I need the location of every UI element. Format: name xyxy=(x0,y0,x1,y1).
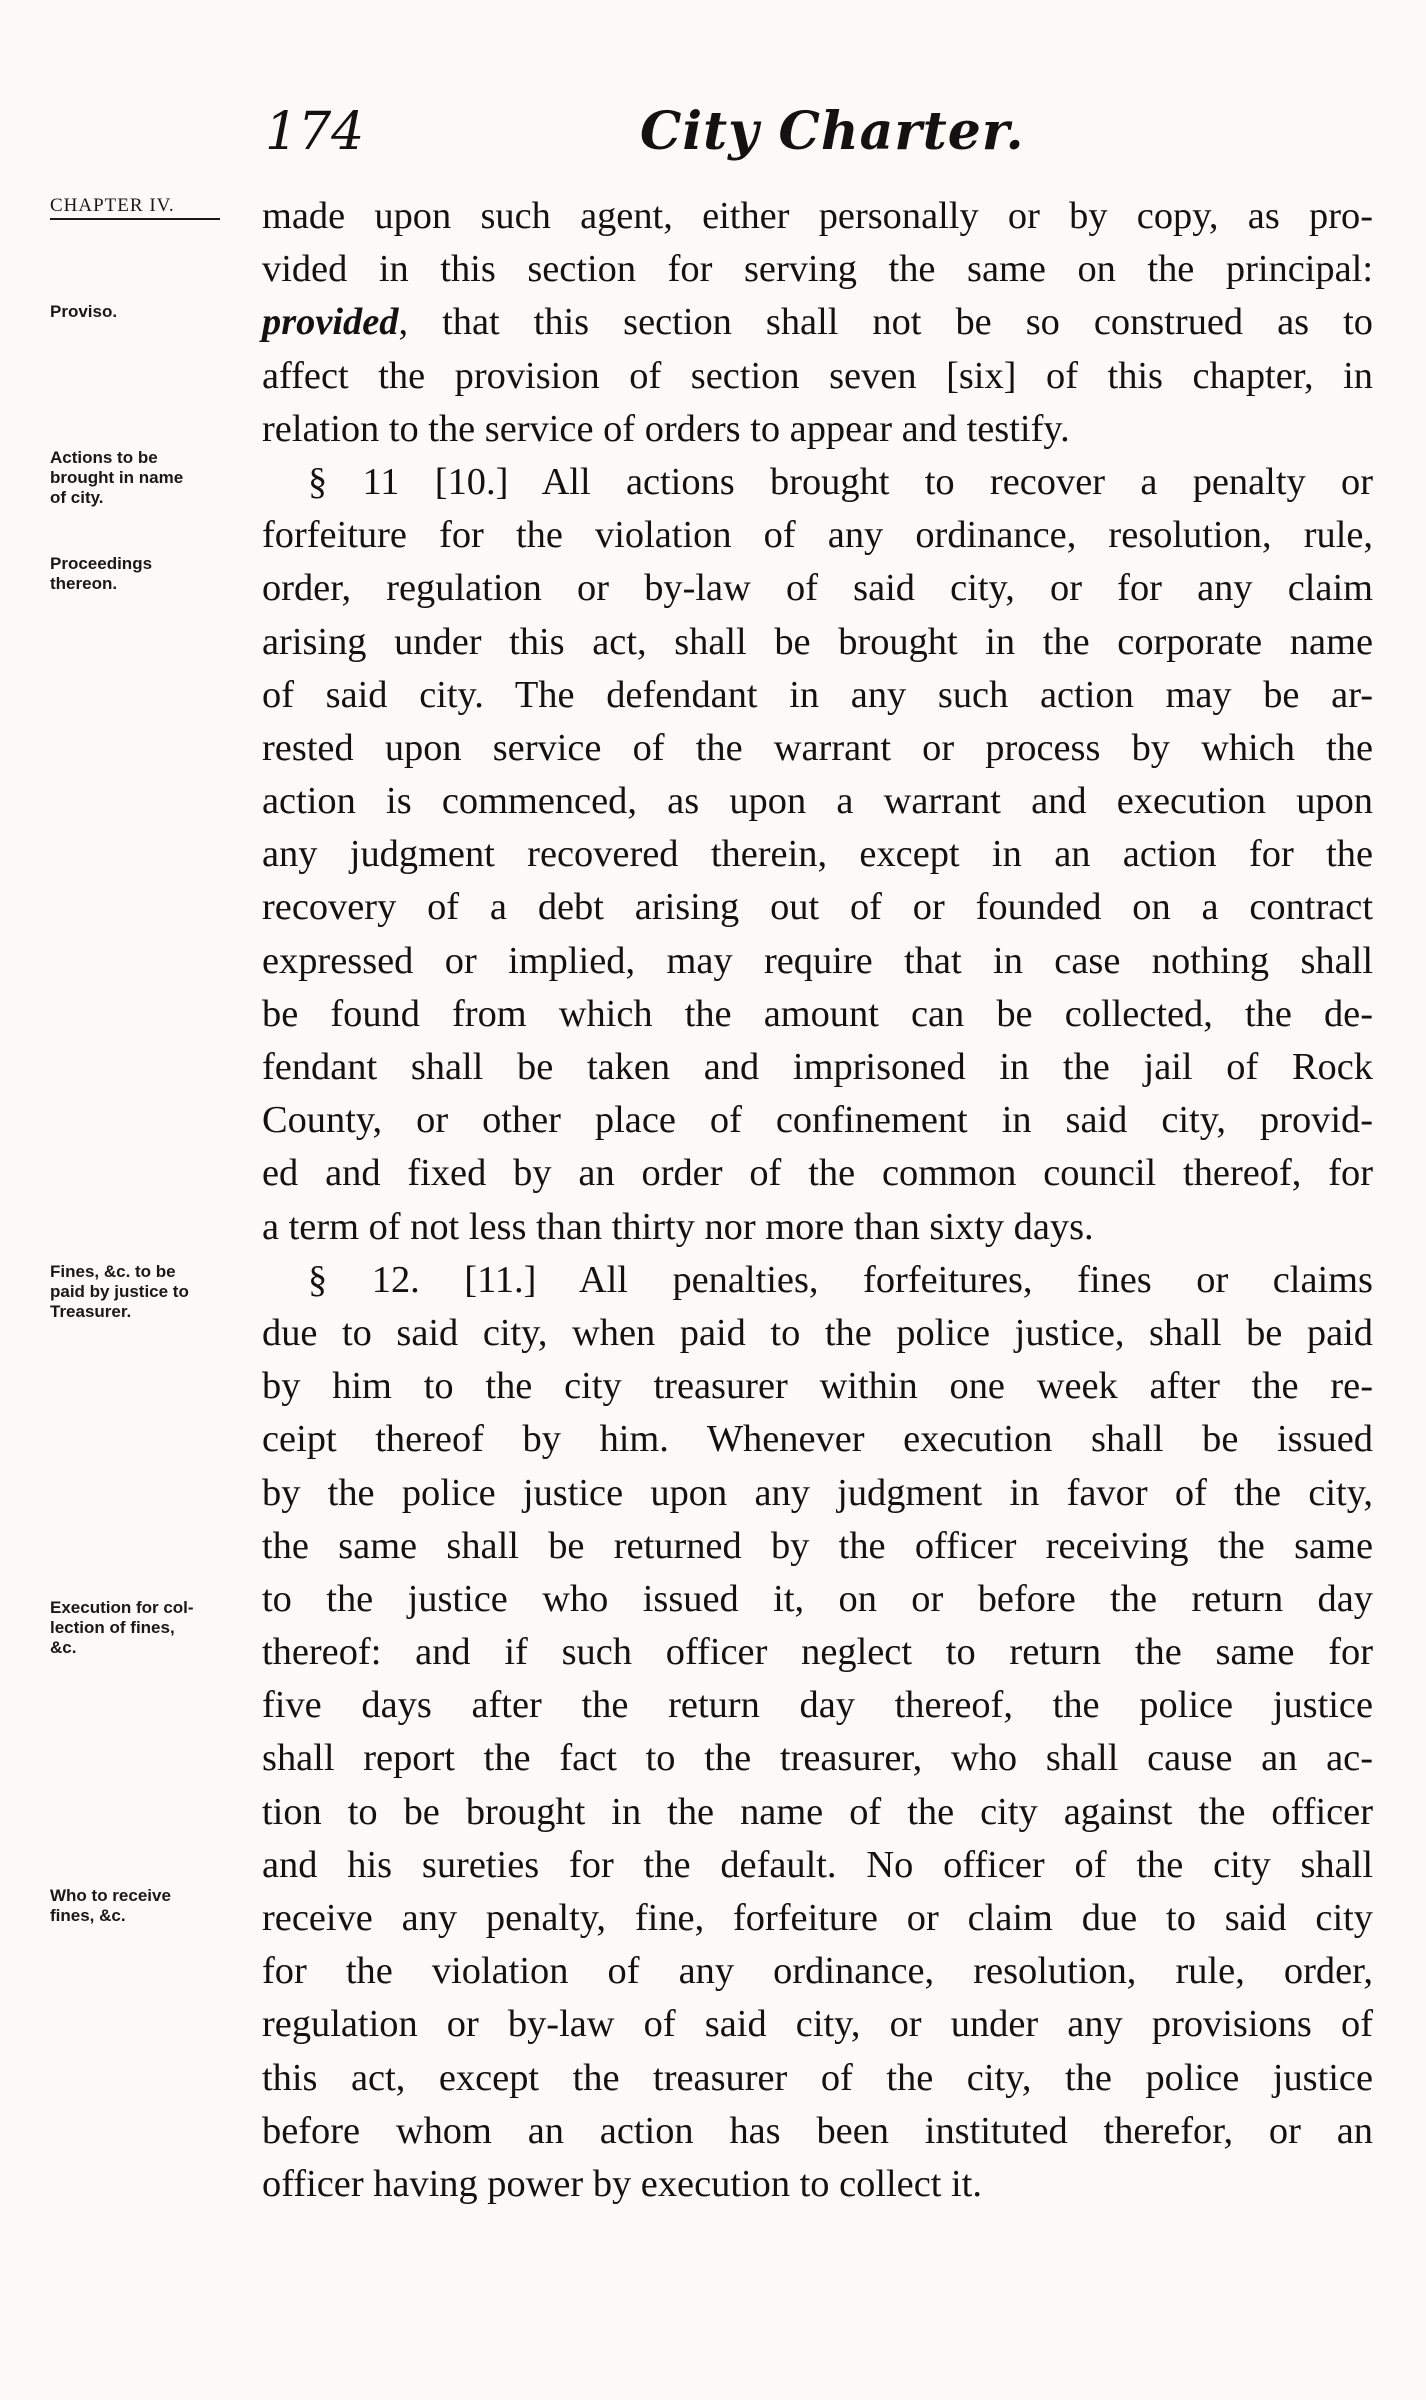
sidenote-line: &c. xyxy=(50,1638,77,1657)
sidenote-chapter xyxy=(50,196,220,220)
text-line: to the justice who issued it, on or before the return day xyxy=(262,1577,1373,1620)
text-line: thereof: and if such officer neglect to return the same for xyxy=(262,1631,1373,1674)
page-header xyxy=(240,92,1370,172)
text-line: made upon such agent, either personally or by copy, as pro- xyxy=(262,195,1373,237)
sidenote-line: Who to receive xyxy=(50,1886,171,1905)
text-line: forfeiture for the violation of any ordinance, resolution, rule, xyxy=(262,514,1373,557)
text-line: affect the provision of section seven [six] of this chapter, in xyxy=(262,354,1373,397)
sidenote-proviso xyxy=(50,302,255,322)
text-line: for the violation of any ordinance, resolution, rule, order, xyxy=(262,1950,1373,1993)
sidenote-fines-paid xyxy=(50,1262,255,1322)
text-line: rested upon service of the warrant or process by which the xyxy=(262,726,1373,769)
text-line: the same shall be returned by the officer receiving the same xyxy=(262,1524,1373,1567)
text-line: this act, except the treasurer of the city, the police justice xyxy=(262,2056,1373,2099)
text-line: of said city. The defendant in any such action may be ar- xyxy=(262,673,1373,716)
text-line: vided in this section for serving the same on the principal: xyxy=(262,248,1373,291)
sidenote-line: lection of fines, xyxy=(50,1618,175,1637)
sidenote-line: Execution for col- xyxy=(50,1598,194,1617)
sidenote-line: fines, &c. xyxy=(50,1906,126,1925)
text-line: County, or other place of confinement in said city, provid- xyxy=(262,1099,1373,1142)
body-text xyxy=(262,190,1373,2211)
text-line: by the police justice upon any judgment in favor of the city, xyxy=(262,1471,1373,1514)
running-title: City Charter. xyxy=(640,101,1025,162)
sidenote-line: Proviso. xyxy=(50,302,118,321)
text-line: expressed or implied, may require that in case nothing shall xyxy=(262,939,1373,982)
sidenote-line: thereon. xyxy=(50,574,118,593)
sidenote-line: Proceedings xyxy=(50,554,153,573)
text-line: by him to the city treasurer within one week after the re- xyxy=(262,1365,1373,1408)
section-12-start: § 12. [11.] All penalties, forfeitures, fines or claims xyxy=(308,1258,1373,1301)
text-line: order, regulation or by-law of said city, or for any claim xyxy=(262,567,1373,610)
text-line: arising under this act, shall be brought in the corporate name xyxy=(262,620,1373,663)
sidenote-proceedings xyxy=(50,554,255,594)
text-line: action is commenced, as upon a warrant and execution upon xyxy=(262,780,1373,823)
sidenote-line: of city. xyxy=(50,488,104,507)
sidenote-line: Fines, &c. to be xyxy=(50,1262,176,1281)
text-line: officer having power by execution to collect it. xyxy=(262,2162,982,2205)
sidenote-actions xyxy=(50,448,255,508)
text-line: be found from which the amount can be collected, the de- xyxy=(262,992,1373,1035)
text-line: and his sureties for the default. No officer of the city shall xyxy=(262,1843,1373,1886)
text-line: relation to the service of orders to appear and testify. xyxy=(262,407,1070,450)
text-line: tion to be brought in the name of the city against the officer xyxy=(262,1790,1373,1833)
sidenote-line: CHAPTER IV. xyxy=(50,195,175,216)
section-11-start: § 11 [10.] All actions brought to recover a penalty or xyxy=(308,460,1373,503)
text-line: any judgment recovered therein, except in an action for the xyxy=(262,833,1373,876)
text-line: regulation or by-law of said city, or under any provisions of xyxy=(262,2003,1373,2046)
sidenote-line: brought in name xyxy=(50,468,184,487)
text-line: receive any penalty, fine, forfeiture or claim due to said city xyxy=(262,1897,1373,1939)
sidenote-line: paid by justice to xyxy=(50,1282,189,1301)
text-run: , that this section shall not be so construed as to xyxy=(398,301,1373,344)
text-line: ed and fixed by an order of the common council thereof, for xyxy=(262,1152,1373,1195)
text-line: fendant shall be taken and imprisoned in the jail of Rock xyxy=(262,1046,1373,1088)
text-line: five days after the return day thereof, the police justice xyxy=(262,1684,1373,1727)
text-line: recovery of a debt arising out of or founded on a contract xyxy=(262,886,1373,929)
text-line: a term of not less than thirty nor more than sixty days. xyxy=(262,1205,1094,1248)
text-line: ceipt thereof by him. Whenever execution shall be issued xyxy=(262,1418,1373,1461)
margin-notes xyxy=(0,0,250,2400)
emphasis-provided: provided xyxy=(262,301,399,344)
text-line xyxy=(262,296,1373,349)
text-line: shall report the fact to the treasurer, who shall cause an ac- xyxy=(262,1737,1373,1780)
text-line: due to said city, when paid to the police justice, shall be paid xyxy=(262,1311,1373,1354)
sidenote-line: Actions to be xyxy=(50,448,158,467)
page-number: 174 xyxy=(265,102,365,162)
sidenote-line: Treasurer. xyxy=(50,1302,132,1321)
sidenote-who-receive xyxy=(50,1886,255,1926)
sidenote-execution xyxy=(50,1598,255,1658)
text-line: before whom an action has been instituted therefor, or an xyxy=(262,2109,1373,2152)
